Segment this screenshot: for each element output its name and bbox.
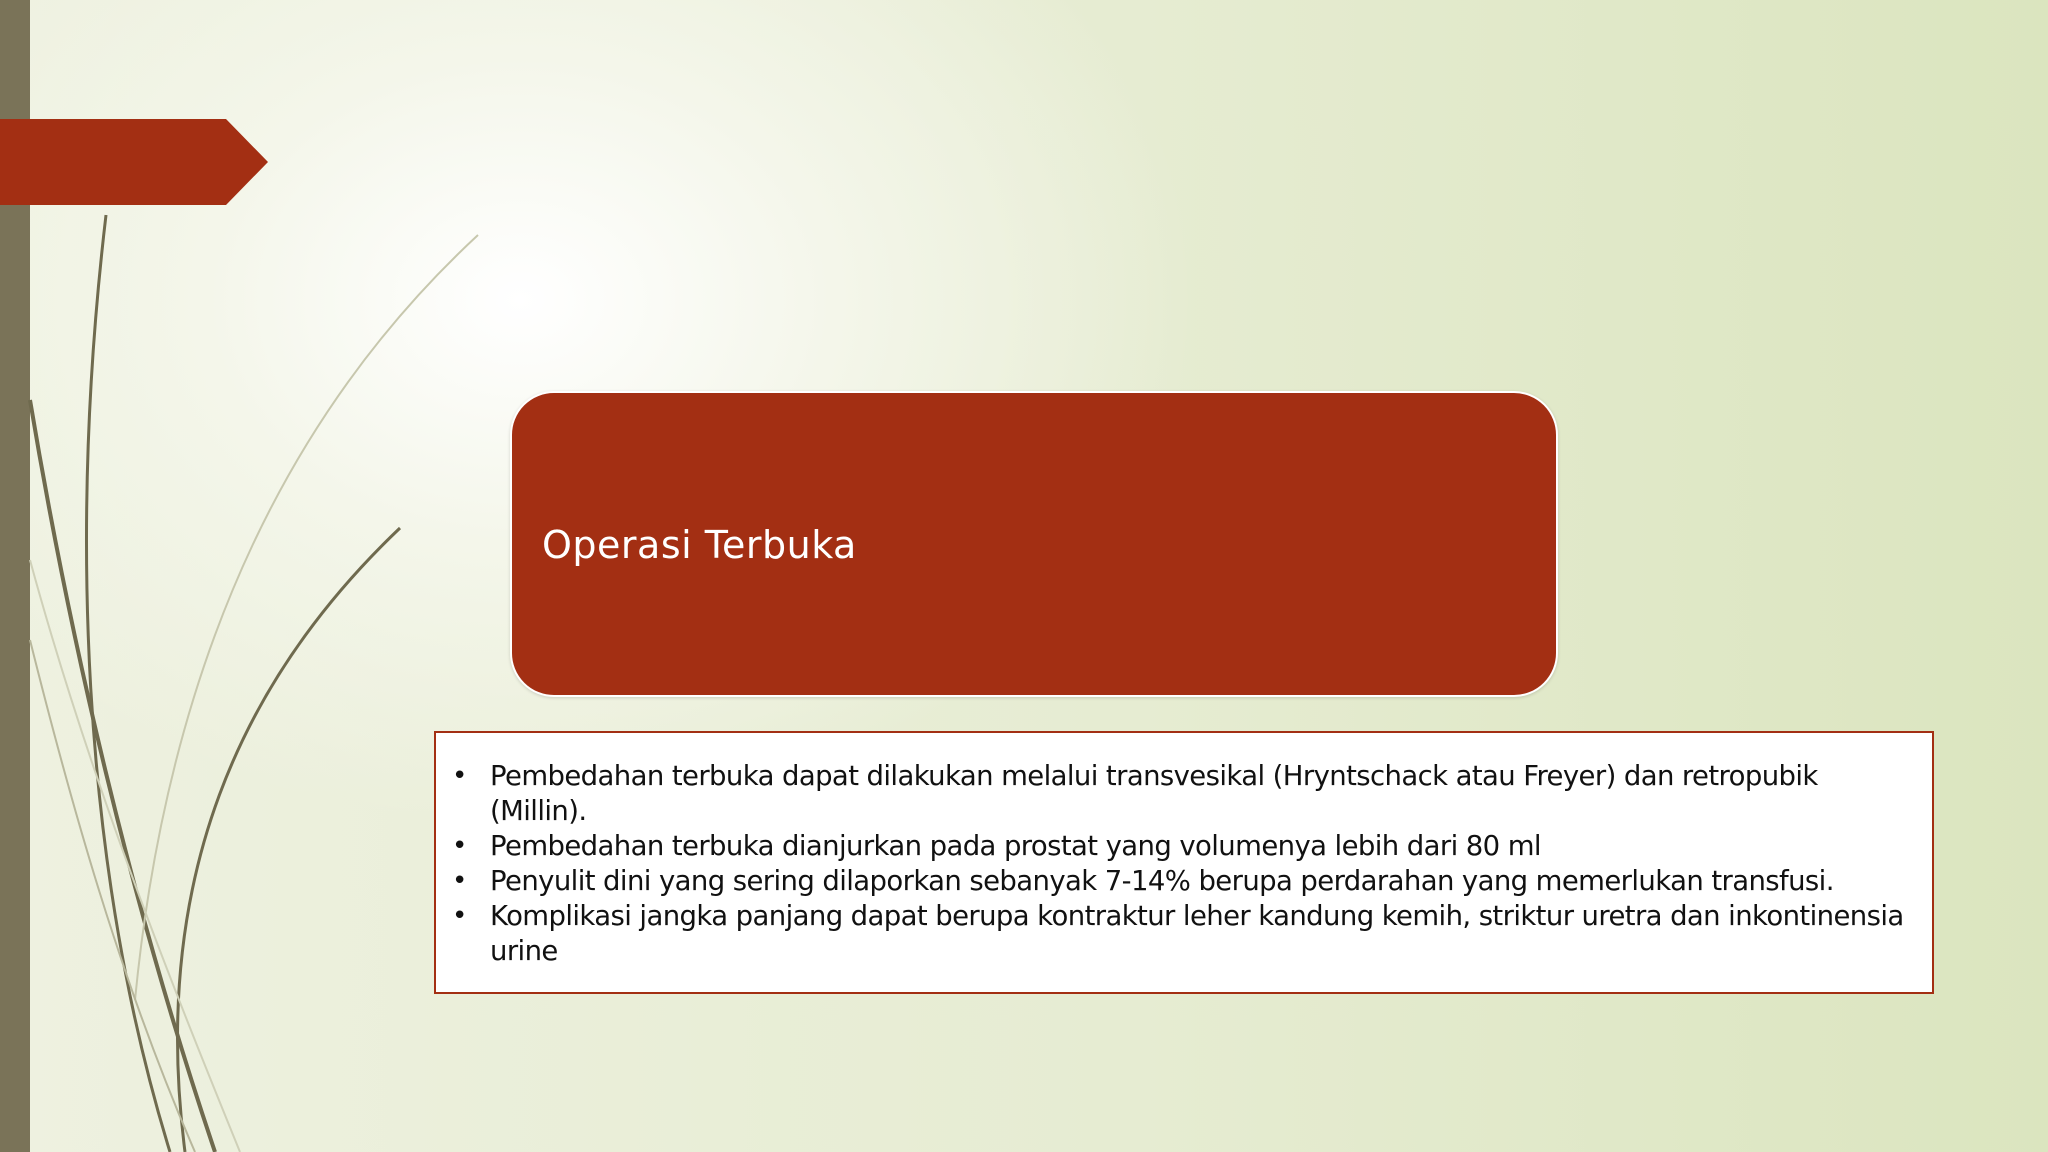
bullet-item-3: [450, 864, 1916, 899]
content-box: [434, 731, 1934, 994]
bullet-dot-icon: •: [452, 761, 467, 791]
bullet-list: [436, 733, 1932, 969]
bullet-text-3: Penyulit dini yang sering dilaporkan sebanyak 7-14% berupa perdarahan yang memerlukan transfusi.: [490, 865, 1834, 897]
title-box: [510, 391, 1558, 697]
bullet-dot-icon: •: [452, 901, 467, 931]
arrow-tab-shape: [0, 119, 268, 205]
grass-stroke-5: [30, 560, 240, 1152]
grass-stroke-2: [87, 215, 170, 1152]
bullet-text-2: Pembedahan terbuka dianjurkan pada prostat yang volumenya lebih dari 80 ml: [490, 830, 1541, 862]
bullet-item-2: [450, 829, 1916, 864]
grass-stroke-3: [177, 528, 400, 1152]
slide-title: Operasi Terbuka: [542, 523, 857, 567]
bullet-item-4: [450, 899, 1916, 969]
bullet-dot-icon: •: [452, 831, 467, 861]
bullet-text-4: Komplikasi jangka panjang dapat berupa kontraktur leher kandung kemih, striktur uretra dan inkontinensia urine: [490, 900, 1904, 967]
bullet-text-1: Pembedahan terbuka dapat dilakukan melalui transvesikal (Hryntschack atau Freyer) dan retropubik (Millin).: [490, 760, 1818, 827]
bullet-item-1: [450, 759, 1916, 829]
grass-stroke-1: [30, 400, 215, 1152]
bullet-dot-icon: •: [452, 866, 467, 896]
grass-stroke-4: [135, 235, 478, 1000]
